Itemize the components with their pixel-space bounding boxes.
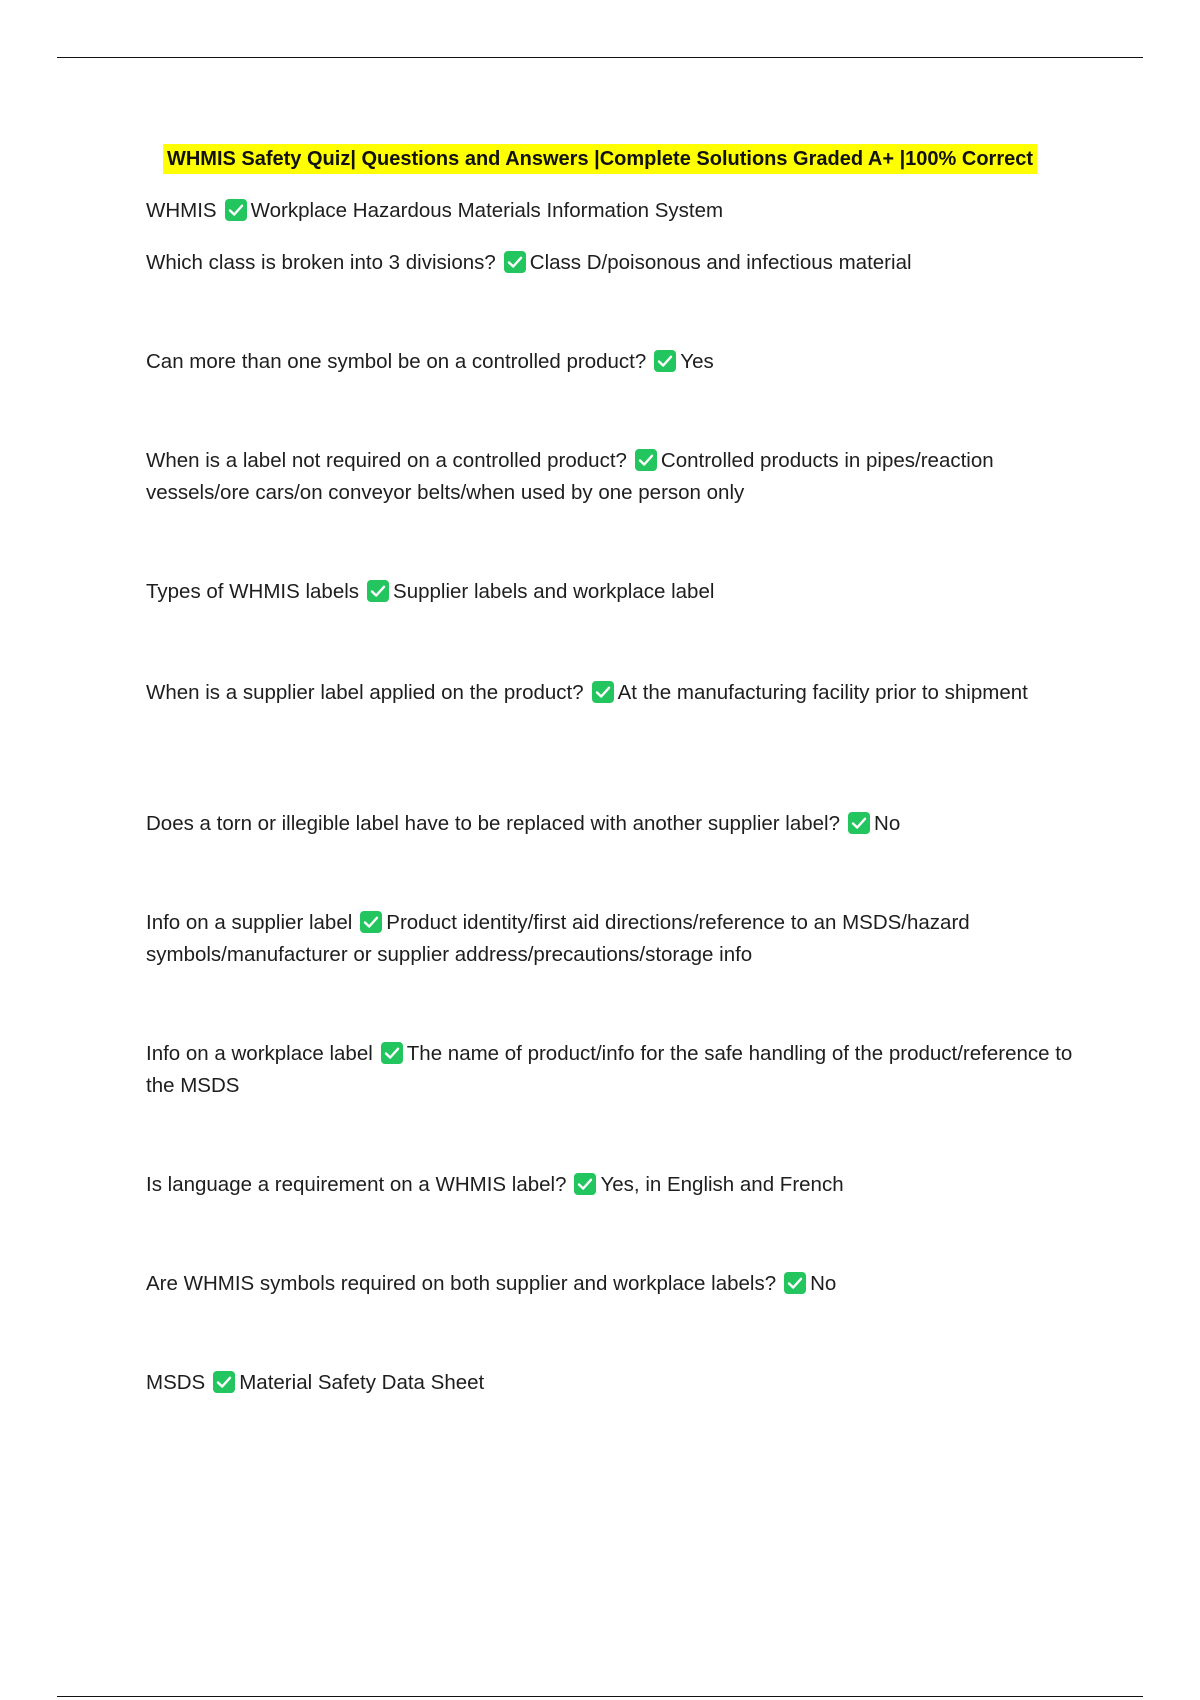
qa-item	[146, 1169, 1086, 1201]
checkmark-icon	[381, 1042, 403, 1064]
answer: No	[874, 812, 901, 835]
qa-item	[146, 247, 1086, 279]
question: Types of WHMIS labels	[146, 580, 360, 603]
question: Are WHMIS symbols required on both supplier and workplace labels?	[146, 1272, 777, 1295]
qa-item	[146, 576, 1086, 608]
answer: Controlled products in pipes/reaction vessels/ore cars/on conveyor belts/when used by one person only	[146, 449, 994, 504]
question: When is a label not required on a controlled product?	[146, 449, 627, 472]
checkmark-icon	[654, 350, 676, 372]
qa-item	[146, 346, 1086, 378]
answer: Workplace Hazardous Materials Information System	[250, 199, 724, 222]
qa-item	[146, 195, 1086, 227]
qa-item	[146, 677, 1086, 709]
qa-item	[146, 907, 1086, 971]
question: MSDS	[146, 1371, 206, 1394]
document-title: WHMIS Safety Quiz| Questions and Answers |Complete Solutions Graded A+ |100% Correct	[163, 144, 1037, 174]
answer: The name of product/info for the safe handling of the product/reference to the MSDS	[146, 1042, 1073, 1097]
answer: Yes	[680, 350, 714, 373]
question: Which class is broken into 3 divisions?	[146, 251, 496, 274]
question: Does a torn or illegible label have to be replaced with another supplier label?	[146, 812, 841, 835]
qa-item	[146, 808, 1086, 840]
checkmark-icon	[592, 681, 614, 703]
checkmark-icon	[225, 199, 247, 221]
checkmark-icon	[360, 911, 382, 933]
question: Is language a requirement on a WHMIS label?	[146, 1173, 567, 1196]
answer: Class D/poisonous and infectious material	[529, 251, 912, 274]
answer: Yes, in English and French	[600, 1173, 844, 1196]
checkmark-icon	[635, 449, 657, 471]
qa-item	[146, 1268, 1086, 1300]
answer: No	[810, 1272, 837, 1295]
question: Can more than one symbol be on a controlled product?	[146, 350, 647, 373]
bottom-rule	[57, 1696, 1143, 1697]
checkmark-icon	[213, 1371, 235, 1393]
answer: At the manufacturing facility prior to shipment	[617, 681, 1028, 704]
checkmark-icon	[848, 812, 870, 834]
qa-item	[146, 1038, 1086, 1102]
checkmark-icon	[504, 251, 526, 273]
title-wrap	[0, 144, 1200, 174]
question: When is a supplier label applied on the product?	[146, 681, 584, 704]
qa-item	[146, 445, 1086, 509]
top-rule	[57, 57, 1143, 58]
qa-item	[146, 1367, 1086, 1399]
question: Info on a workplace label	[146, 1042, 373, 1065]
question: WHMIS	[146, 199, 217, 222]
checkmark-icon	[784, 1272, 806, 1294]
answer: Supplier labels and workplace label	[393, 580, 715, 603]
checkmark-icon	[574, 1173, 596, 1195]
answer: Product identity/first aid directions/reference to an MSDS/hazard symbols/manufacturer or supplier address/precautions/storage info	[146, 911, 970, 966]
checkmark-icon	[367, 580, 389, 602]
question: Info on a supplier label	[146, 911, 353, 934]
answer: Material Safety Data Sheet	[239, 1371, 485, 1394]
